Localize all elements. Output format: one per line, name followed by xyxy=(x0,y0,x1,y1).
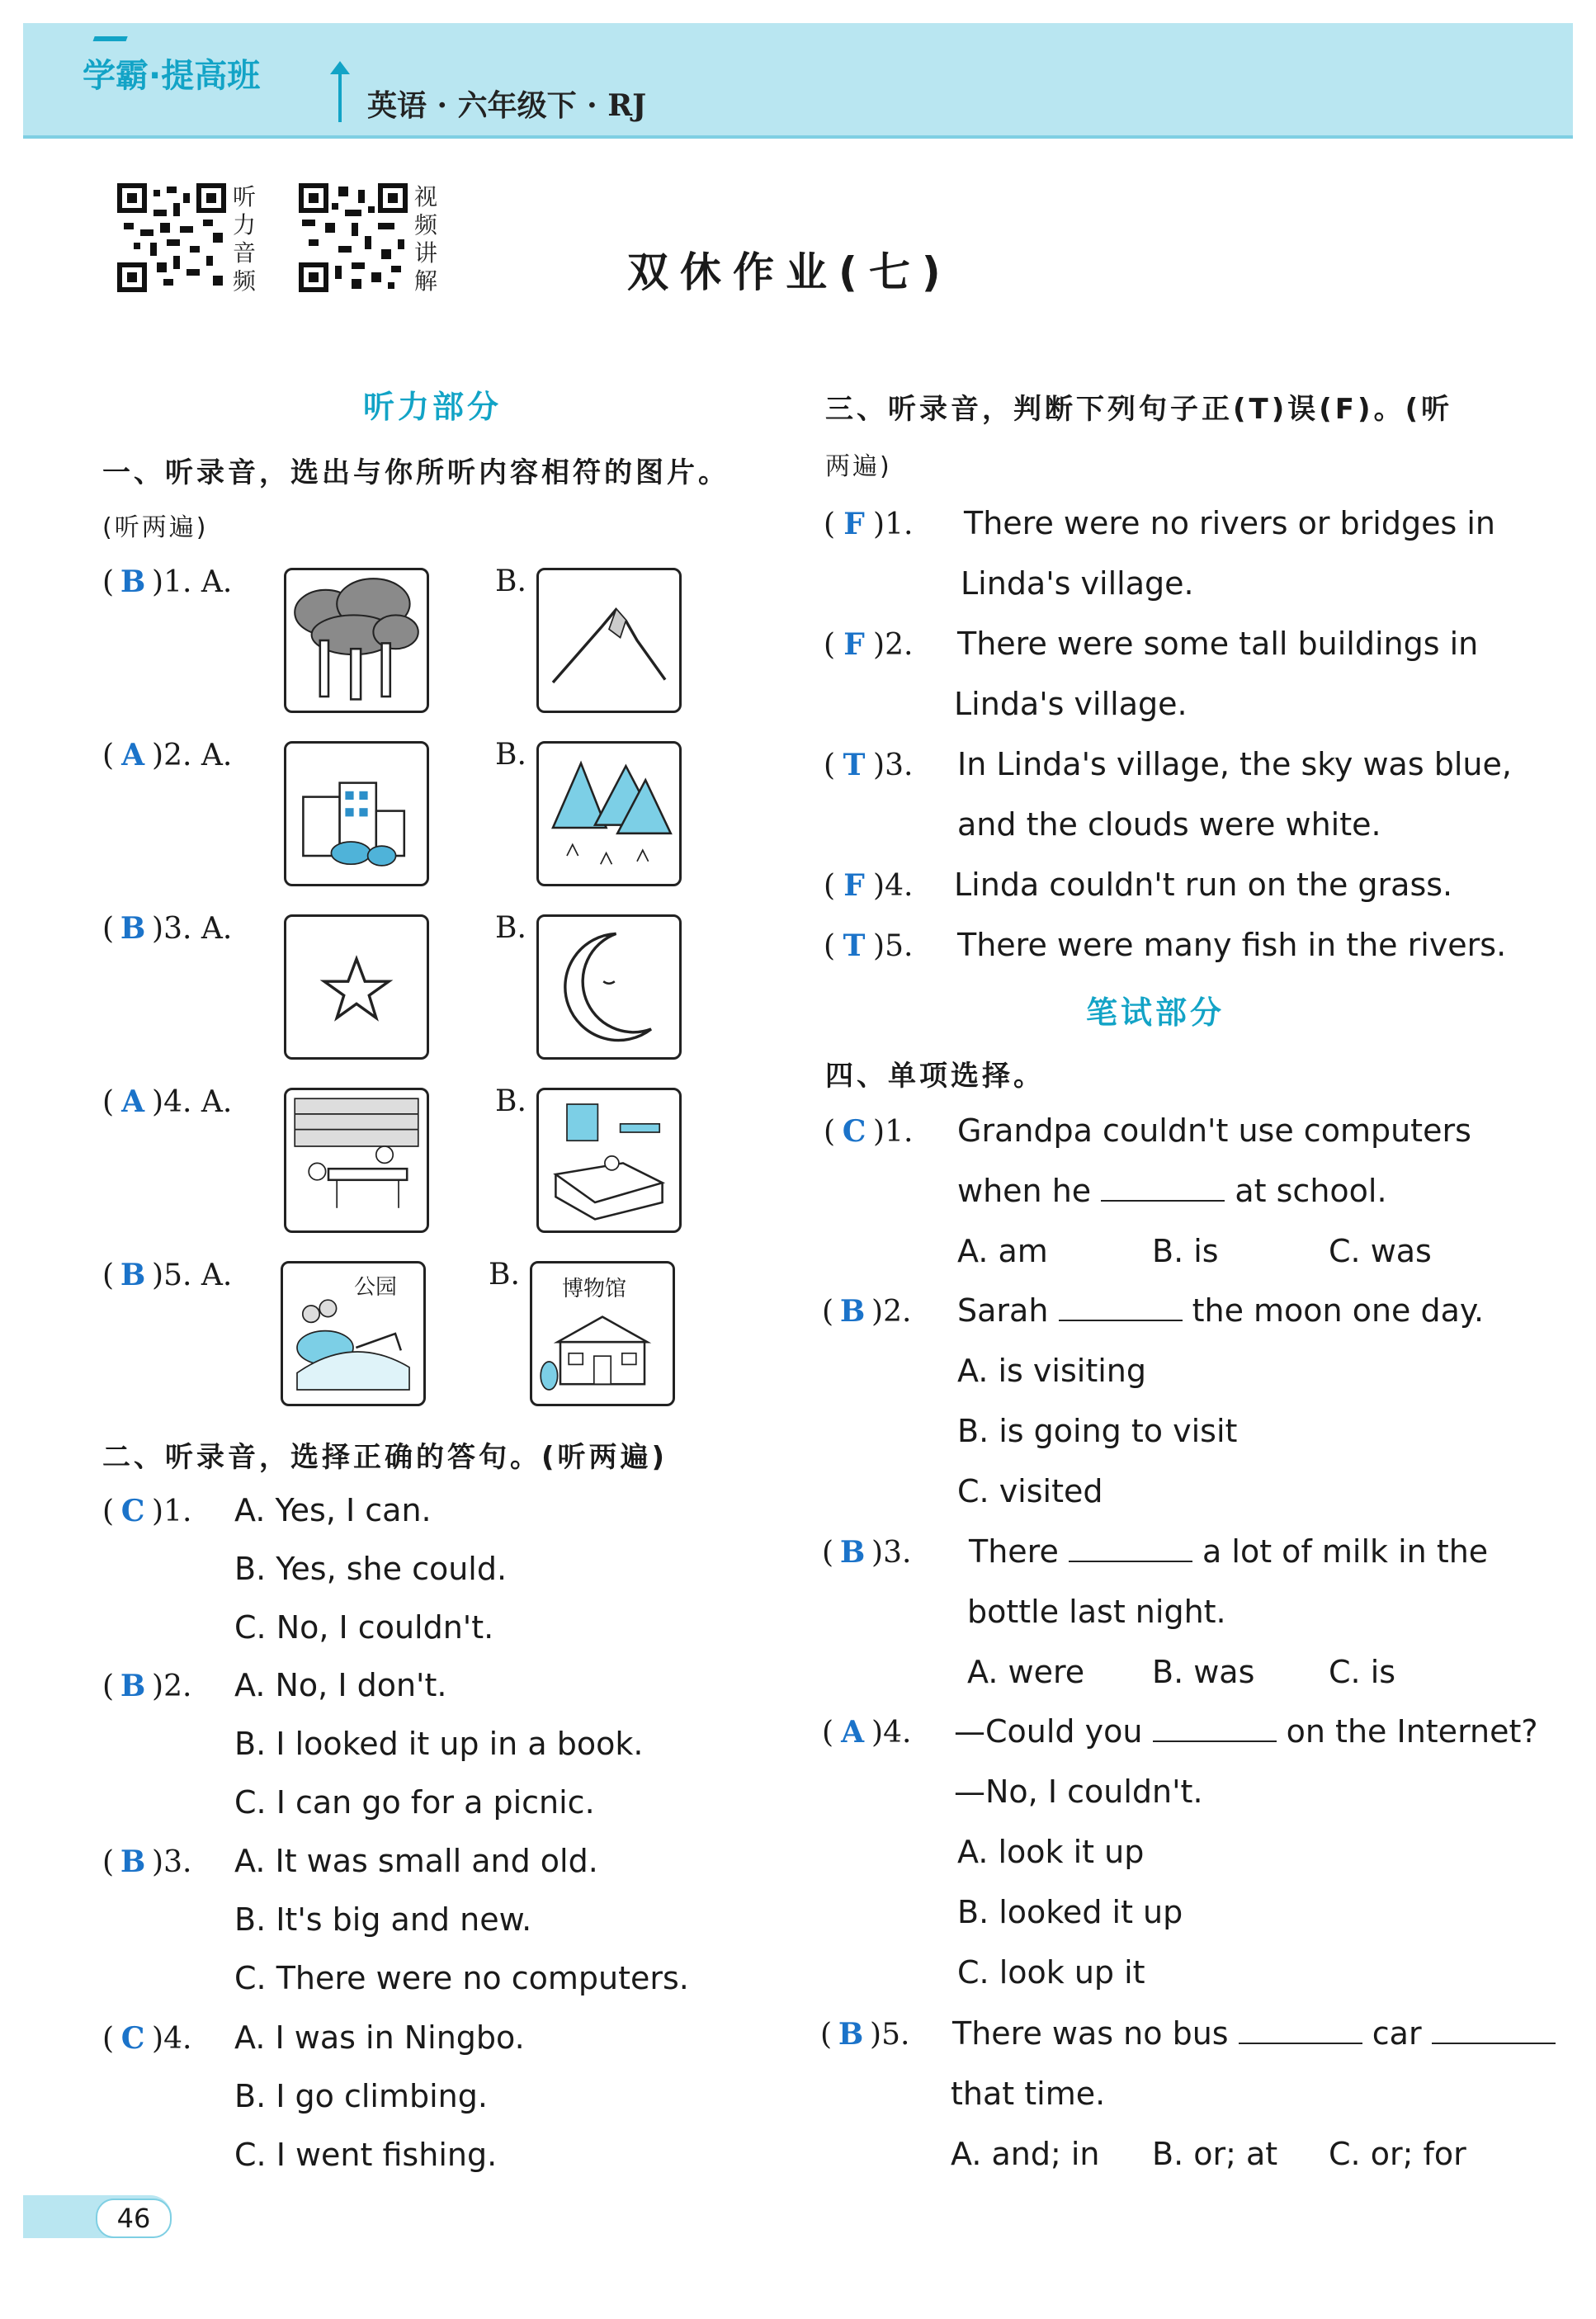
picture-star[interactable] xyxy=(284,914,429,1060)
star-icon xyxy=(286,917,427,1057)
option: C. visited xyxy=(957,1473,1103,1509)
qr-code-video[interactable] xyxy=(299,183,408,292)
option: B. I go climbing. xyxy=(234,2078,488,2114)
option: B. It's big and new. xyxy=(234,1901,532,1938)
qr-pattern-icon xyxy=(299,183,408,292)
answer: B xyxy=(838,2017,864,2052)
part1-item-5-b: B. xyxy=(489,1258,520,1292)
part4-item-1: ( C )1. xyxy=(824,1114,914,1149)
question-text-cont: when he at school. xyxy=(957,1173,1387,1209)
page-title: 双休作业(七) xyxy=(627,248,952,296)
statement: Linda couldn't run on the grass. xyxy=(954,867,1453,903)
answer: T xyxy=(843,928,866,963)
part3-item-2: ( F )2. xyxy=(824,627,914,662)
option: B. looked it up xyxy=(957,1894,1183,1930)
part1-item-1: ( B )1. A. xyxy=(102,564,233,599)
answer: B xyxy=(839,1294,866,1329)
picture-mountain[interactable] xyxy=(536,568,682,713)
picture-bedroom[interactable] xyxy=(536,1088,682,1233)
answer: B xyxy=(120,911,146,946)
answer: C xyxy=(842,1114,866,1149)
part4-item-3: ( B )3. xyxy=(822,1535,912,1570)
part4-title: 四、单项选择。 xyxy=(825,1060,1045,1093)
subject-label: 英语 · 六年级下 · RJ xyxy=(367,88,647,123)
option: C. or; for xyxy=(1329,2136,1466,2172)
option: C. I went fishing. xyxy=(234,2137,498,2173)
part1-title: 一、听录音，选出与你所听内容相符的图片。 xyxy=(102,456,730,489)
part1-item-4: ( A )4. A. xyxy=(102,1084,233,1119)
part1-note: (听两遍) xyxy=(102,513,209,542)
answer: B xyxy=(120,564,146,599)
arrow-divider-icon xyxy=(338,73,342,122)
part2-item-3: ( B )3. xyxy=(102,1844,192,1879)
qr-label-video: 视频讲解 xyxy=(414,183,438,295)
option: A. I was in Ningbo. xyxy=(234,2019,525,2056)
answer-blank[interactable] xyxy=(1153,1716,1277,1742)
part3-item-3: ( T )3. xyxy=(824,748,914,782)
answer-blank[interactable] xyxy=(1069,1536,1192,1562)
question-text-cont: bottle last night. xyxy=(967,1594,1226,1630)
brand-title: 学霸·提高班 xyxy=(83,57,261,95)
statement: There were some tall buildings in xyxy=(957,626,1479,662)
part1-item-2: ( A )2. A. xyxy=(102,738,233,772)
park-icon xyxy=(283,1263,423,1404)
part3-item-4: ( F )4. xyxy=(824,868,914,903)
option: A. Yes, I can. xyxy=(234,1492,432,1528)
statement: In Linda's village, the sky was blue, xyxy=(957,746,1512,782)
option: A. am xyxy=(957,1233,1048,1269)
option: A. It was small and old. xyxy=(234,1843,598,1879)
answer-blank[interactable] xyxy=(1239,2018,1362,2044)
statement-cont: Linda's village. xyxy=(954,686,1188,722)
option: A. and; in xyxy=(951,2136,1100,2172)
writing-heading: 笔试部分 xyxy=(1086,994,1225,1031)
picture-library[interactable] xyxy=(284,1088,429,1233)
answer: B xyxy=(839,1535,866,1570)
option: B. I looked it up in a book. xyxy=(234,1726,644,1762)
answer-blank[interactable] xyxy=(1101,1175,1225,1202)
part2-item-2: ( B )2. xyxy=(102,1669,192,1703)
part3-item-5: ( T )5. xyxy=(824,928,914,963)
question-text: —Could you on the Internet? xyxy=(954,1713,1538,1750)
option: A. were xyxy=(967,1654,1085,1690)
answer: C xyxy=(120,2021,145,2056)
answer: F xyxy=(843,868,865,903)
option: C. There were no computers. xyxy=(234,1960,689,1996)
part4-item-5: ( B )5. xyxy=(820,2017,910,2052)
qr-code-listening[interactable] xyxy=(117,183,226,292)
picture-moon[interactable] xyxy=(536,914,682,1060)
option: C. look up it xyxy=(957,1954,1145,1991)
question-text: There was no bus car xyxy=(952,2015,1556,2052)
picture-trees[interactable] xyxy=(284,568,429,713)
qr-pattern-icon xyxy=(117,183,226,292)
qr-label-listening: 听力音频 xyxy=(233,183,257,295)
answer-blank[interactable] xyxy=(1432,2018,1556,2044)
library-icon xyxy=(286,1090,427,1230)
option: B. or; at xyxy=(1152,2136,1278,2172)
option: A. No, I don't. xyxy=(234,1667,447,1703)
answer: B xyxy=(120,1258,146,1292)
statement: There were no rivers or bridges in xyxy=(964,505,1495,541)
part3-item-1: ( F )1. xyxy=(824,507,914,541)
option: C. was xyxy=(1329,1233,1432,1269)
part1-item-1-b: B. xyxy=(495,564,526,598)
part3-title-cont: 两遍) xyxy=(825,452,892,481)
answer: B xyxy=(120,1669,146,1703)
part4-item-2: ( B )2. xyxy=(822,1294,912,1329)
part1-item-3: ( B )3. A. xyxy=(102,911,233,946)
answer: A xyxy=(121,1084,145,1119)
picture-museum[interactable] xyxy=(530,1261,675,1406)
answer: C xyxy=(120,1494,145,1528)
answer: A xyxy=(121,738,145,772)
picture-park[interactable] xyxy=(281,1261,426,1406)
museum-caption: 博物馆 xyxy=(562,1277,627,1301)
part2-title: 二、听录音，选择正确的答句。(听两遍) xyxy=(102,1441,668,1474)
option: B. is going to visit xyxy=(957,1413,1238,1449)
option: A. is visiting xyxy=(957,1353,1146,1389)
statement-cont: Linda's village. xyxy=(961,565,1194,602)
part2-item-4: ( C )4. xyxy=(102,2021,192,2056)
bedroom-icon xyxy=(539,1090,679,1230)
question-text-cont: that time. xyxy=(951,2076,1106,2112)
part1-item-2-b: B. xyxy=(495,738,526,772)
answer-blank[interactable] xyxy=(1059,1295,1183,1321)
part4-item-4: ( A )4. xyxy=(822,1715,912,1750)
city-buildings-icon xyxy=(286,744,427,884)
option: B. was xyxy=(1152,1654,1255,1690)
answer: B xyxy=(120,1844,146,1879)
picture-tents[interactable] xyxy=(536,741,682,886)
part1-item-3-b: B. xyxy=(495,911,526,945)
statement-cont: and the clouds were white. xyxy=(957,806,1381,843)
question-text: Grandpa couldn't use computers xyxy=(957,1112,1471,1149)
question-text: Sarah the moon one day. xyxy=(957,1292,1485,1329)
answer: A xyxy=(841,1715,865,1750)
part1-item-4-b: B. xyxy=(495,1084,526,1118)
option: C. I can go for a picnic. xyxy=(234,1784,595,1821)
answer: T xyxy=(843,748,866,782)
picture-buildings[interactable] xyxy=(284,741,429,886)
part1-item-5: ( B )5. A. xyxy=(102,1258,233,1292)
option: C. No, I couldn't. xyxy=(234,1609,494,1646)
option: A. look it up xyxy=(957,1834,1145,1870)
tents-icon xyxy=(539,744,679,884)
part2-item-1: ( C )1. xyxy=(102,1494,192,1528)
page-number: 46 xyxy=(96,2199,172,2238)
question-text: There a lot of milk in the xyxy=(969,1533,1489,1570)
option: B. is xyxy=(1152,1233,1219,1269)
part3-title: 三、听录音，判断下列句子正(T)误(F)。(听 xyxy=(825,393,1453,426)
moon-icon xyxy=(539,917,679,1057)
mountain-icon xyxy=(539,570,679,711)
trees-icon xyxy=(286,570,427,711)
answer: F xyxy=(843,507,865,541)
listening-heading: 听力部分 xyxy=(363,389,503,425)
question-text-cont: —No, I couldn't. xyxy=(954,1773,1203,1810)
option: B. Yes, she could. xyxy=(234,1551,508,1587)
park-caption: 公园 xyxy=(354,1275,398,1300)
answer: F xyxy=(843,627,865,662)
statement: There were many fish in the rivers. xyxy=(957,927,1507,963)
option: C. is xyxy=(1329,1654,1396,1690)
